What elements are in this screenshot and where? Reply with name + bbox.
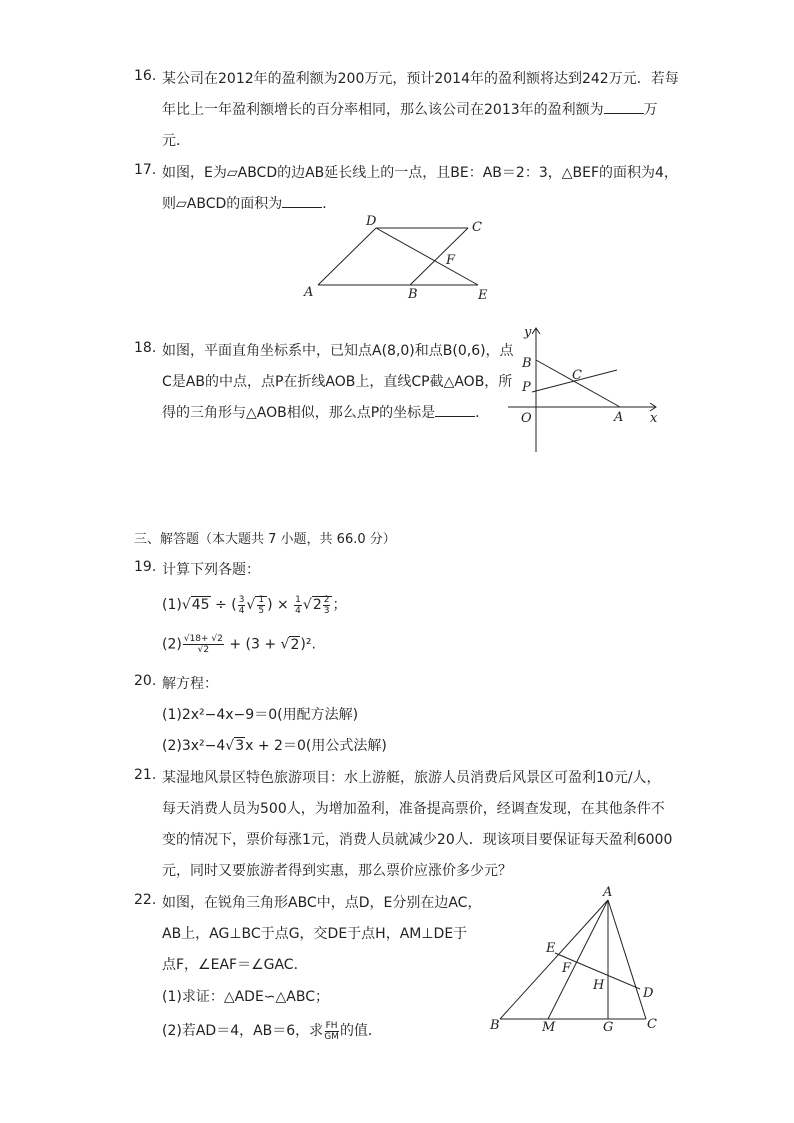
question-text: 如图，在锐角三角形ABC中，点D，E分别在边AC， xyxy=(162,895,482,911)
subquestion-2: (2)3x²−4√3x + 2＝0(用公式法解) xyxy=(162,738,387,754)
label-E: E xyxy=(546,941,556,956)
subquestion-1: (1)2x²−4x−9＝0(用配方法解) xyxy=(162,707,359,723)
label-O: O xyxy=(521,411,532,426)
label-C: C xyxy=(647,1017,657,1032)
label-C: C xyxy=(572,368,582,383)
label-H: H xyxy=(593,978,605,993)
label-A: A xyxy=(614,410,624,425)
answer-blank xyxy=(282,195,322,208)
question-text: 年比上一年盈利额增长的百分率相同，那么该公司在2013年的盈利额为 万 xyxy=(162,102,658,118)
triangle-figure xyxy=(484,882,664,1040)
label-D: D xyxy=(366,214,377,229)
label-D: D xyxy=(643,986,654,1001)
label-F: F xyxy=(562,961,572,976)
label-E: E xyxy=(478,288,488,303)
question-number: 22. xyxy=(134,892,157,908)
label-F: F xyxy=(446,253,456,268)
question-text: 元． xyxy=(162,133,190,149)
subquestion-2: (2)若AD＝4，AB＝6，求 $\frac{FH}{GM}$ 的值． xyxy=(162,1020,382,1042)
label-B: B xyxy=(408,287,418,302)
subquestion-1: (1)√45 ÷ ( $\frac{3}{4}$ √ $\frac{1}{5}$ ) × $\frac{1}{4}$ √2 $\frac{2}{3}$ ； xyxy=(162,594,347,616)
label-C: C xyxy=(472,220,482,235)
question-number: 21. xyxy=(134,767,157,783)
question-number: 18. xyxy=(134,340,157,356)
question-text: 则▱ABCD的面积为 ． xyxy=(162,196,337,212)
question-text: 如图，E为▱ABCD的边AB延长线上的一点，且BE：AB＝2：3，△BEF的面积为4， xyxy=(162,165,678,181)
question-text: 解方程： xyxy=(162,676,218,692)
label-x: x xyxy=(650,411,658,426)
label-G: G xyxy=(603,1020,614,1035)
question-number: 19. xyxy=(134,559,157,575)
coordinate-figure xyxy=(502,322,662,454)
question-text: 计算下列各题： xyxy=(162,562,260,578)
answer-blank xyxy=(604,101,644,114)
question-text: 元，同时又要旅游者得到实惠，那么票价应涨价多少元？ xyxy=(162,863,512,879)
question-text: 每天消费人员为500人，为增加盈利，准备提高票价，经调查发现，在其他条件不 xyxy=(162,801,665,817)
subquestion-1: (1)求证：△ADE∽△ABC； xyxy=(162,989,330,1005)
label-M: M xyxy=(542,1020,556,1035)
question-number: 17. xyxy=(134,162,157,178)
section-heading: 三、解答题（本大题共 7 小题，共 66.0 分） xyxy=(134,532,396,547)
question-text: 得的三角形与△AOB相似，那么点P的坐标是 ． xyxy=(162,405,490,421)
label-A: A xyxy=(603,885,613,900)
answer-blank xyxy=(435,404,475,417)
label-P: P xyxy=(522,380,531,395)
label-y: y xyxy=(524,325,532,340)
question-text: 变的情况下，票价每涨1元，消费人员就减少20人．现该项目要保证每天盈利6000 xyxy=(162,832,673,848)
parallelogram-figure xyxy=(300,210,500,305)
question-number: 16. xyxy=(134,68,157,84)
question-number: 20. xyxy=(134,673,157,689)
question-text: 如图，平面直角坐标系中，已知点A(8,0)和点B(0,6)，点 xyxy=(162,343,514,359)
question-text: 某公司在2012年的盈利额为200万元，预计2014年的盈利额将达到242万元．若每 xyxy=(162,71,679,87)
question-text: C是AB的中点，点P在折线AOB上，直线CP截△AOB，所 xyxy=(162,374,513,390)
question-text: 某湿地风景区特色旅游项目：水上游艇，旅游人员消费后风景区可盈利10元/人， xyxy=(162,770,661,786)
question-text: 点F，∠EAF＝∠GAC． xyxy=(162,957,308,973)
subquestion-2: (2) $\frac{√18+ √2}{√2}$ + (3 + √2)². xyxy=(162,634,316,655)
question-text: AB上，AG⊥BC于点G，交DE于点H，AM⊥DE于 xyxy=(162,926,468,942)
label-B: B xyxy=(522,356,532,371)
label-A: A xyxy=(304,285,314,300)
label-B: B xyxy=(490,1018,500,1033)
